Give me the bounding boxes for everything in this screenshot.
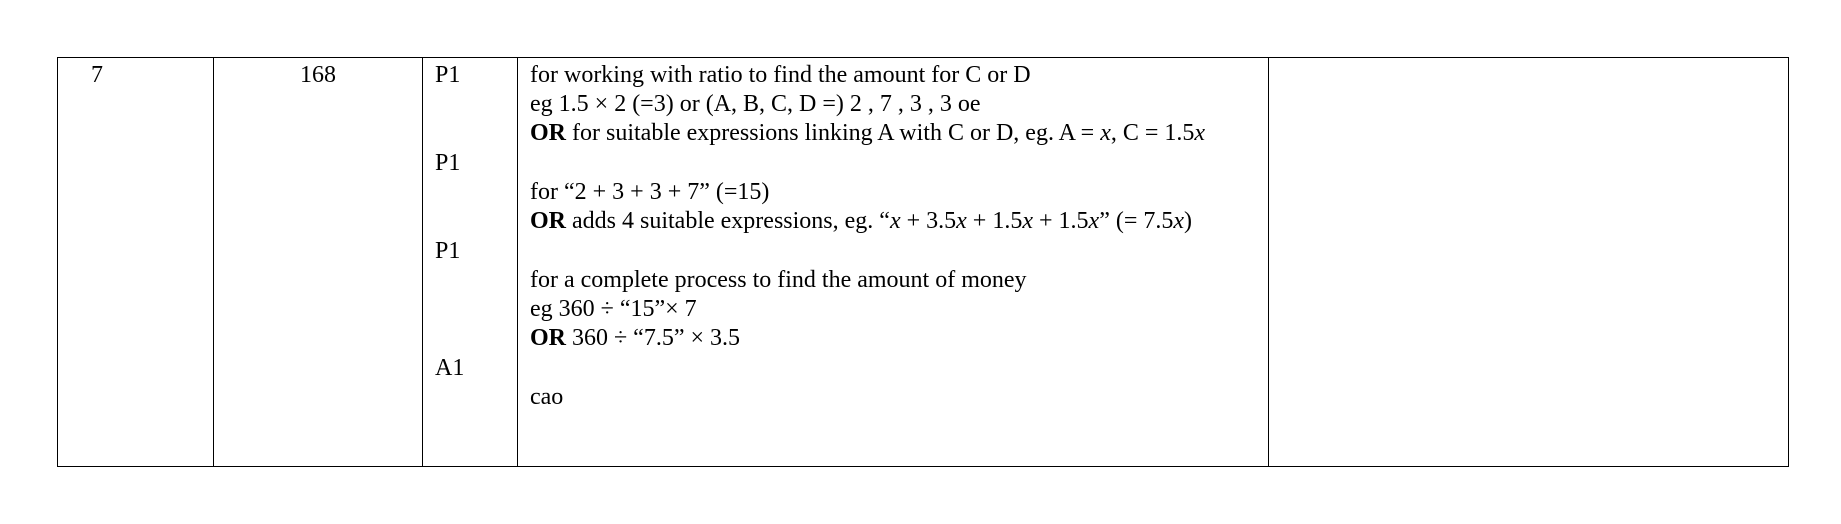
table-row [58, 58, 1789, 467]
question-number: 7 [91, 62, 103, 88]
guidance-cell [518, 58, 1269, 467]
guidance-a1: cao [530, 384, 564, 410]
additional-guidance-cell [1269, 58, 1789, 467]
guidance-p1-sum: for “2 + 3 + 3 + 7” (=15) OR adds 4 suitable expressions, eg. “x + 3.5x + 1.5x + 1.5x” (= 7.5x) [530, 179, 1193, 234]
guidance-p1-process: for a complete process to find the amount of money eg 360 ÷ “15”× 7 OR 360 ÷ “7.5” × 3.5 [530, 267, 1027, 351]
mark-scheme-table [57, 57, 1789, 467]
answer-value: 168 [300, 62, 336, 88]
mark-code: P1 [435, 150, 461, 176]
mark-cell [423, 58, 518, 467]
mark-code: A1 [435, 355, 465, 381]
mark-code: P1 [435, 238, 461, 264]
guidance-p1-ratio: for working with ratio to find the amount for C or D eg 1.5 × 2 (=3) or (A, B, C, D =) 2 , 7 , 3 , 3 oe OR for suitable expressions linking A with C or D, eg. A = x, C = 1.5x [530, 62, 1206, 146]
question-number-cell [58, 58, 214, 467]
answer-cell [214, 58, 423, 467]
mark-code: P1 [435, 62, 461, 88]
